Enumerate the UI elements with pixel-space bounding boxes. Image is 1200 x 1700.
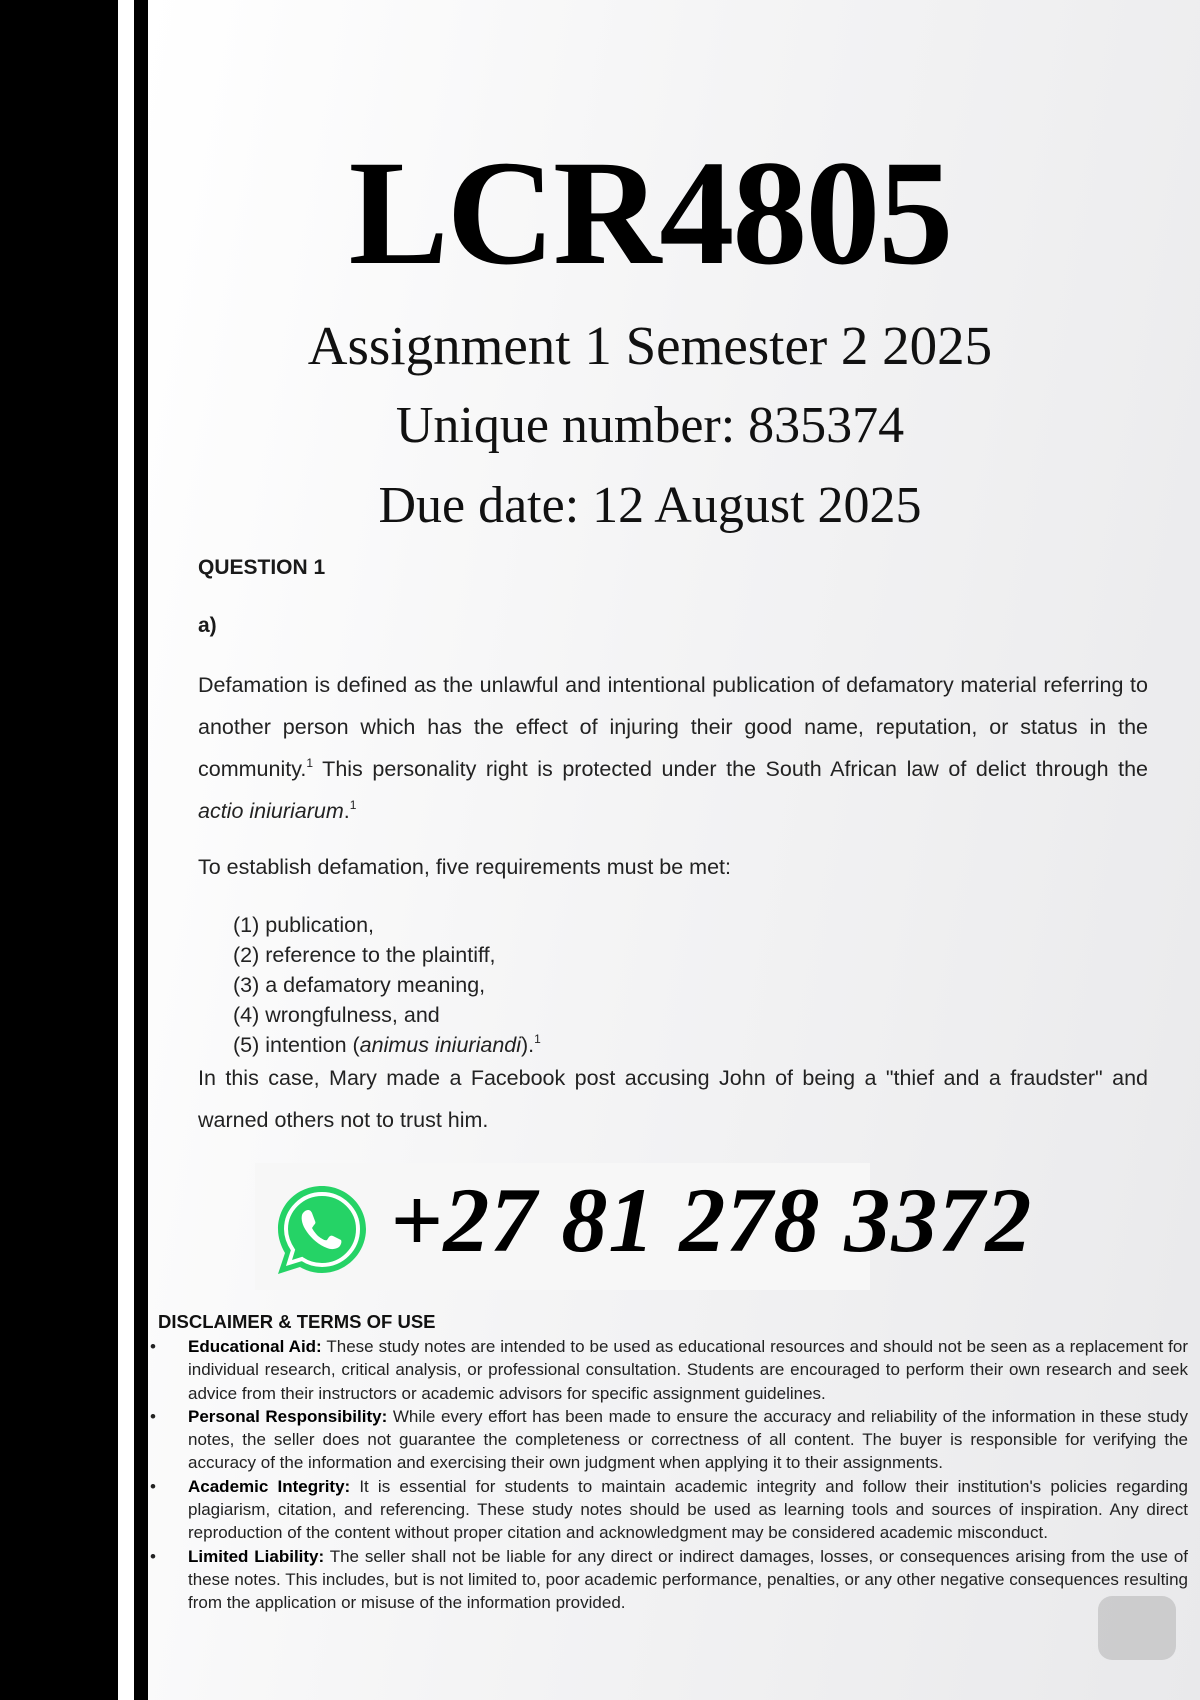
list-item: (2) reference to the plaintiff, xyxy=(233,943,496,967)
question-heading: QUESTION 1 xyxy=(198,556,326,579)
course-code: LCR4805 xyxy=(348,130,952,296)
left-border-bar xyxy=(0,0,118,1700)
list-item: (5) intention (animus iniuriandi).$^1$ xyxy=(233,1032,541,1057)
whatsapp-icon xyxy=(272,1180,372,1280)
disclaimer-item: • Academic Integrity: It is essential for students to maintain academic integrity and follow their institution's policies regarding plagiarism, citation, and referencing. These study notes should be used as learning tools and sources of inspiration. Any direct reproduction of the content without proper citation and acknowledgment may be considered academic misconduct. xyxy=(150,1476,1188,1543)
bullet-icon: • xyxy=(150,1406,156,1426)
requirements-list xyxy=(233,910,541,1060)
list-item: (3) a defamatory meaning, xyxy=(233,973,486,997)
list-item: (4) wrongfulness, and xyxy=(233,1003,440,1027)
list-item: (1) publication, xyxy=(233,913,375,937)
footnote-ref: 1 xyxy=(306,756,314,770)
latin-term: actio iniuriarum xyxy=(198,799,344,823)
disclaimer-item: • Limited Liability: The seller shall not be liable for any direct or indirect damages, losses, or consequences arising from the use of these notes. This includes, but is not limited to, poor academic performance, penalties, or any other negative consequences resulting from the application or misuse of the information provided. xyxy=(150,1546,1189,1613)
footnote-ref: 1 xyxy=(349,798,357,812)
bullet-icon: • xyxy=(150,1337,156,1356)
footnote-ref: 1 xyxy=(534,1032,541,1046)
phone-number[interactable]: +27 81 278 3372 xyxy=(390,1169,1033,1271)
paragraph-facts: In this case, Mary made a Facebook post accusing John of being a "thief and a fraudster" and warned others not to trust him. xyxy=(198,1066,1148,1132)
disclaimer-title: DISCLAIMER & TERMS OF USE xyxy=(158,1311,436,1332)
disclaimer-list xyxy=(150,1335,1188,1615)
question-subpart: a) xyxy=(198,614,217,637)
disclaimer-item: • Personal Responsibility: While every effort has been made to ensure the accuracy and reliability of the information in these study notes, the seller does not guarantee the completeness or correctness of all content. The buyer is responsible for verifying the accuracy of the information and exercising their own judgment when applying it to their assignments. xyxy=(150,1406,1188,1473)
left-border-inner-bar xyxy=(134,0,148,1700)
paragraph-requirements-intro: To establish defamation, five requirements must be met: xyxy=(198,855,731,879)
bullet-icon: • xyxy=(150,1546,156,1566)
paragraph-definition: Defamation is defined as the unlawful and intentional publication of defamatory material referring to another person which has the effect of injuring their good name, reputation, or status in the community.$^1$ This personality right is protected under the South African law of delict through the actio iniuriarum.$^1$ xyxy=(198,673,1148,823)
unique-number: Unique number: 835374 xyxy=(395,397,905,454)
bullet-icon: • xyxy=(150,1476,156,1496)
left-border-gap xyxy=(118,0,134,1700)
help-button[interactable] xyxy=(1098,1596,1176,1660)
disclaimer-item: • Educational Aid: These study notes are intended to be used as educational resources and should not be seen as a replacement for individual research, critical analysis, or professional consultation. Students are encouraged to perform their own research and seek advice from their instructors or academic advisors for specific assignment guidelines. xyxy=(150,1337,1188,1403)
due-date: Due date: 12 August 2025 xyxy=(378,477,922,534)
assignment-title: Assignment 1 Semester 2 2025 xyxy=(307,315,993,376)
